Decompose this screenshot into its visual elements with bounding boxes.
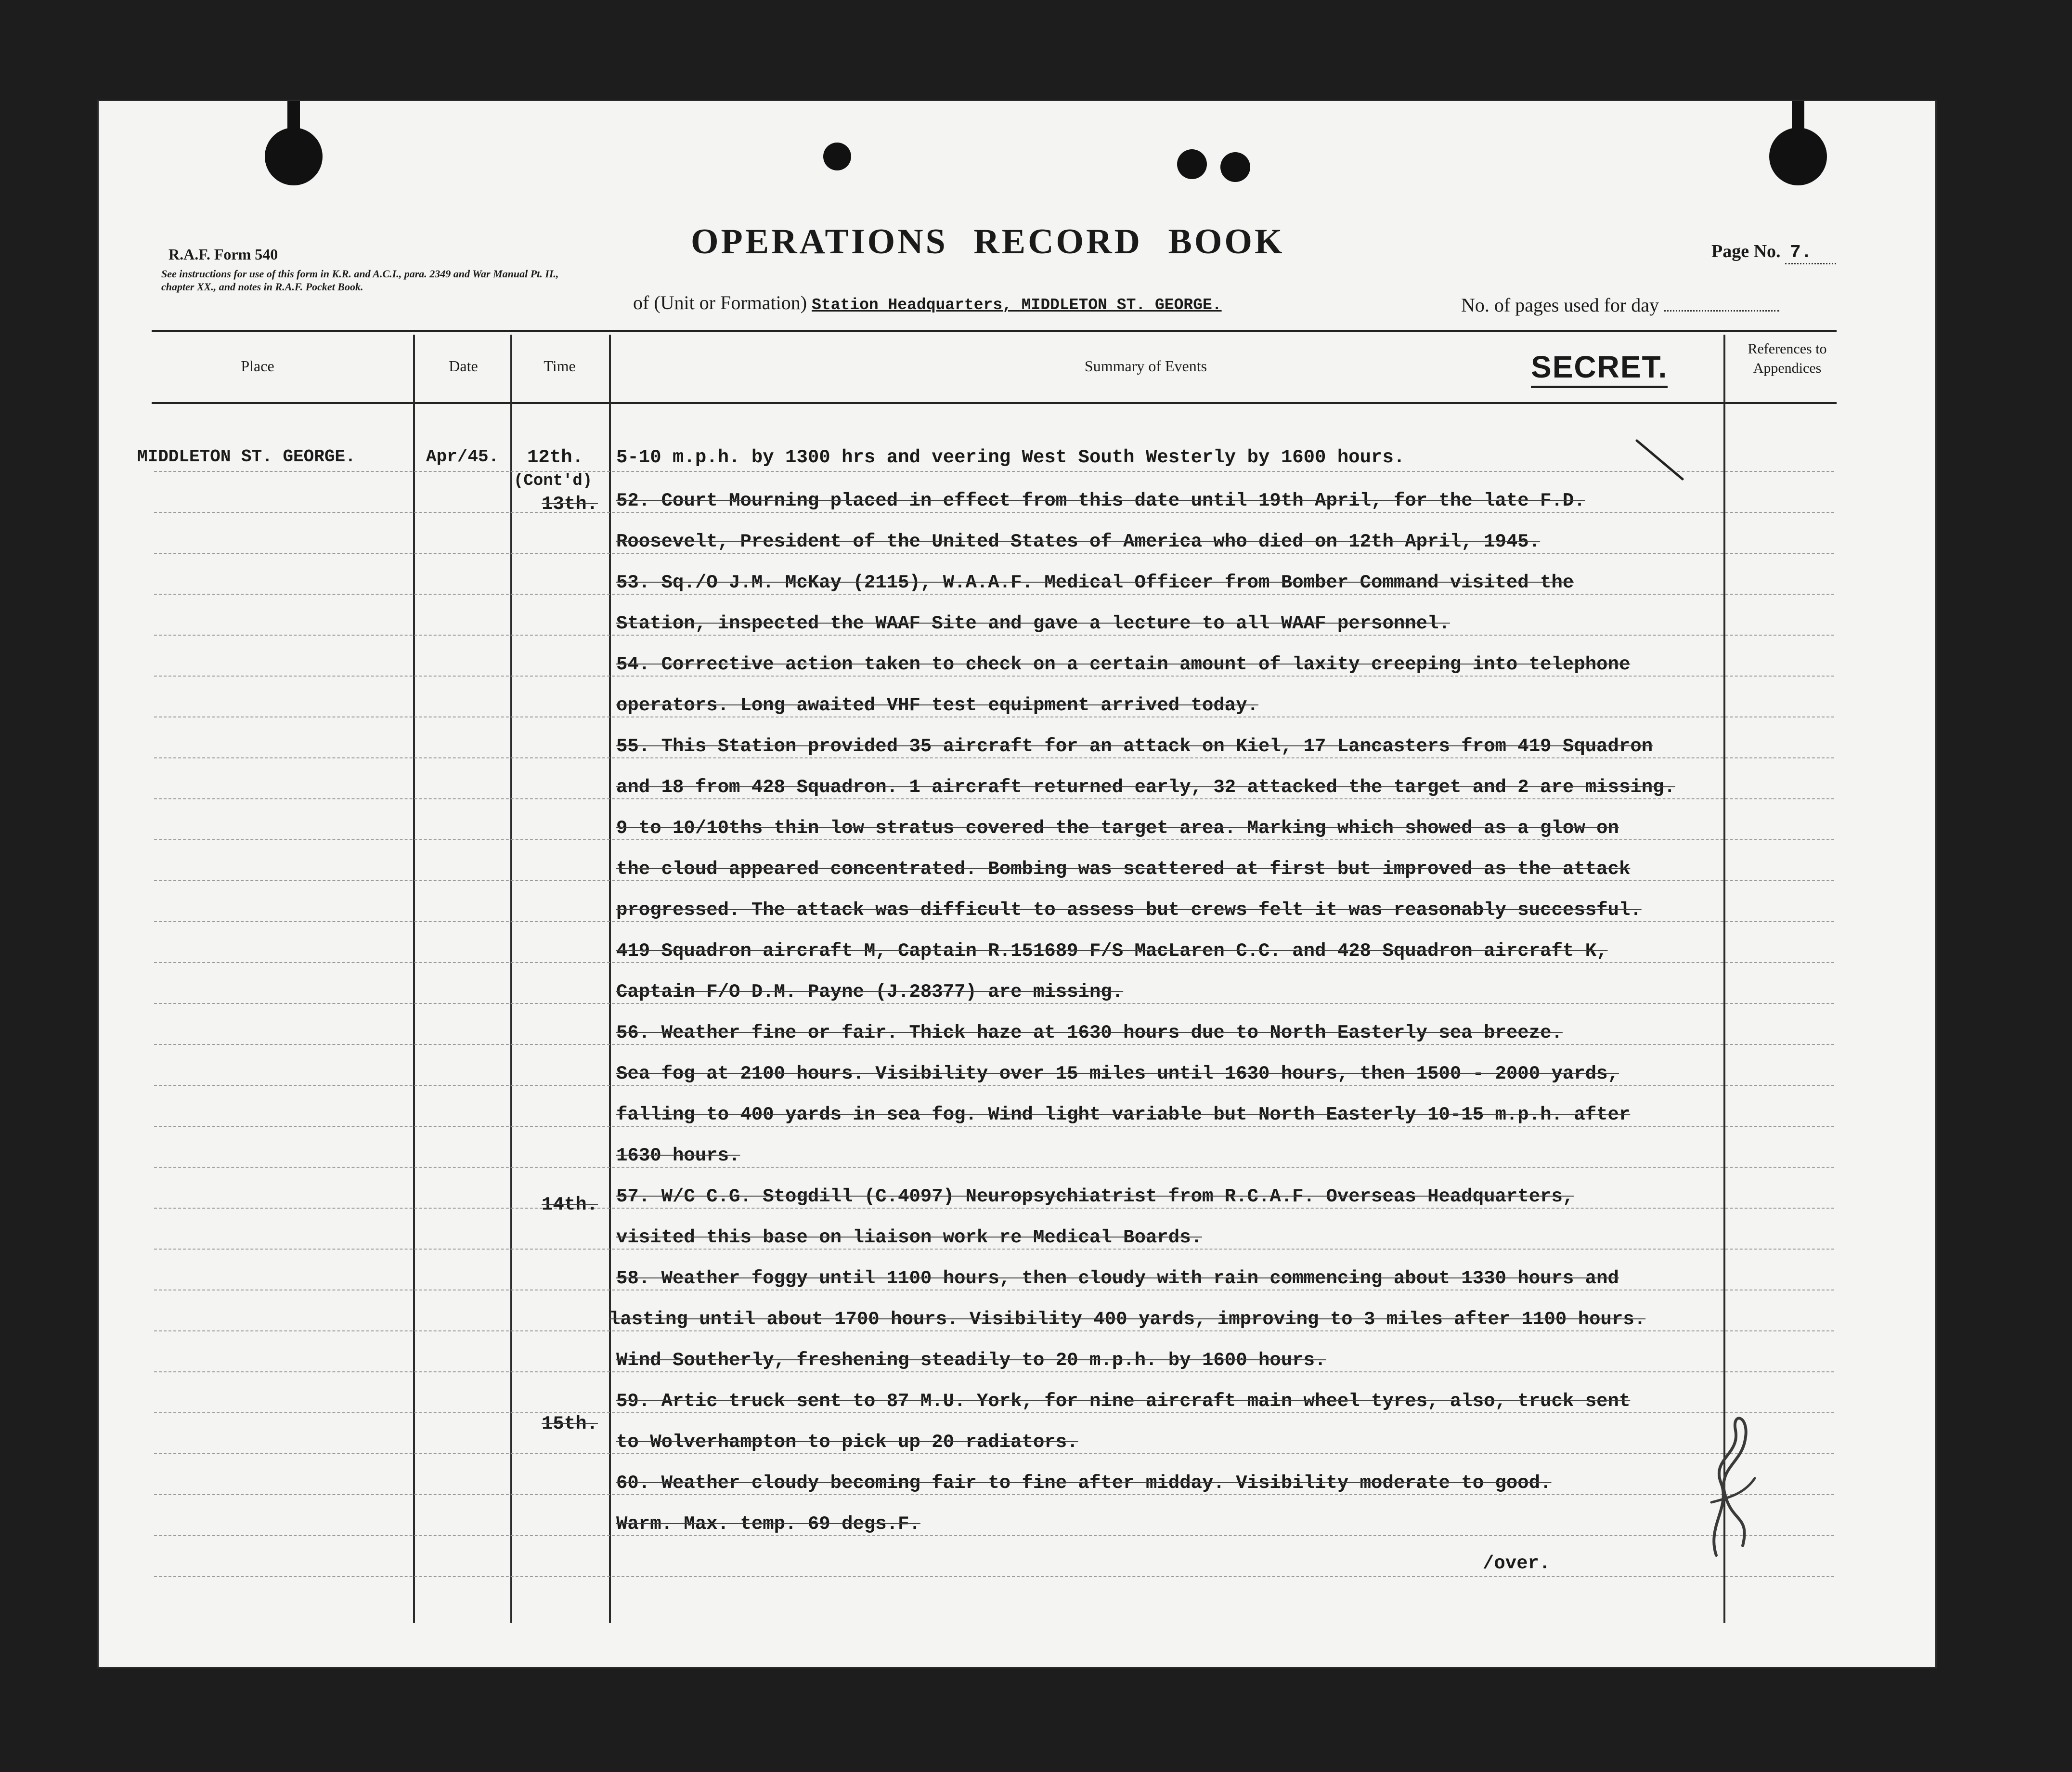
pages-used-field <box>1461 294 1779 316</box>
security-classification: SECRET. <box>1531 349 1668 388</box>
entry-time: 15th. <box>542 1413 598 1434</box>
entry-place: MIDDLETON ST. GEORGE. <box>137 447 356 467</box>
page-number-label: Page No. <box>1711 241 1781 261</box>
summary-line: 54. Corrective action taken to check on a certain amount of laxity creeping into telephone <box>616 654 1631 675</box>
page-title: OPERATIONS RECORD BOOK <box>691 222 1285 261</box>
ruled-line <box>154 676 1834 677</box>
column-divider <box>609 335 611 1623</box>
entry-time-note: (Cont'd) <box>514 472 593 490</box>
unit-label: of (Unit or Formation) <box>633 292 807 313</box>
ruled-line <box>154 471 1834 472</box>
table-top-rule <box>152 330 1837 332</box>
punch-hole-center-2 <box>1177 149 1207 179</box>
form-instructions: See instructions for use of this form in K.R. and A.C.I., para. 2349 and War Manual Pt. II., chapter XX., and notes in R.A.F. Pocket Book. <box>161 268 559 293</box>
column-header-place: Place <box>241 357 274 375</box>
table-header-rule <box>152 402 1837 404</box>
ruled-line <box>154 1453 1834 1454</box>
ruled-line <box>154 1044 1834 1045</box>
summary-line: Wind Southerly, freshening steadily to 20 m.p.h. by 1600 hours. <box>616 1350 1326 1371</box>
punch-notch-right <box>1792 101 1804 135</box>
summary-line: and 18 from 428 Squadron. 1 aircraft returned early, 32 attacked the target and 2 are missing. <box>616 777 1675 798</box>
column-header-date: Date <box>449 357 478 375</box>
record-sheet <box>99 101 1935 1667</box>
summary-line: 53. Sq./O J.M. McKay (2115), W.A.A.F. Medical Officer from Bomber Command visited the <box>616 572 1574 593</box>
column-divider <box>413 335 415 1623</box>
ruled-line <box>154 1371 1834 1372</box>
column-header-references: References to Appendices <box>1748 341 1827 376</box>
summary-line: 57. W/C C.G. Stogdill (C.4097) Neuropsychiatrist from R.C.A.F. Overseas Headquarters, <box>616 1186 1574 1207</box>
ruled-line <box>154 880 1834 881</box>
entry-time: 12th. <box>527 447 584 468</box>
column-header-time: Time <box>544 357 576 375</box>
pages-used-label: No. of pages used for day <box>1461 294 1659 316</box>
summary-line: progressed. The attack was difficult to assess but crews felt it was reasonably successful. <box>616 899 1642 921</box>
punch-hole-center <box>823 143 851 170</box>
ruled-line <box>154 635 1834 636</box>
summary-line: visited this base on liaison work re Medical Boards. <box>616 1227 1202 1248</box>
unit-field <box>633 291 1222 314</box>
summary-line: Station, inspected the WAAF Site and gave a lecture to all WAAF personnel. <box>616 613 1450 634</box>
summary-line: operators. Long awaited VHF test equipment arrived today. <box>616 695 1259 716</box>
summary-line: 55. This Station provided 35 aircraft for an attack on Kiel, 17 Lancasters from 419 Squadron <box>616 736 1653 757</box>
summary-line: 1630 hours. <box>616 1145 740 1166</box>
summary-line: 419 Squadron aircraft M, Captain R.151689 F/S MacLaren C.C. and 428 Squadron aircraft K, <box>616 940 1608 962</box>
summary-line: 56. Weather fine or fair. Thick haze at 1630 hours due to North Easterly sea breeze. <box>616 1022 1563 1043</box>
ruled-line <box>154 1208 1834 1209</box>
summary-line: Captain F/O D.M. Payne (J.28377) are missing. <box>616 981 1124 1003</box>
punch-hole-center-3 <box>1220 152 1250 182</box>
ruled-line <box>154 1249 1834 1250</box>
summary-line: 58. Weather foggy until 1100 hours, then cloudy with rain commencing about 1330 hours and <box>616 1268 1619 1289</box>
summary-line: to Wolverhampton to pick up 20 radiators. <box>616 1432 1078 1453</box>
ruled-line <box>154 1085 1834 1086</box>
summary-line: Warm. Max. temp. 69 degs.F. <box>616 1513 920 1535</box>
summary-line: 5-10 m.p.h. by 1300 hrs and veering West South Westerly by 1600 hours. <box>616 447 1405 468</box>
continued-over-note: /over. <box>1483 1553 1551 1574</box>
page-number-value: 7. <box>1785 242 1836 264</box>
summary-line: 9 to 10/10ths thin low stratus covered the target area. Marking which showed as a glow on <box>616 818 1619 839</box>
ruled-line <box>154 962 1834 963</box>
ruled-line <box>154 921 1834 922</box>
ruled-line <box>154 1167 1834 1168</box>
ruled-line <box>154 839 1834 840</box>
ruled-line <box>154 1126 1834 1127</box>
ruled-line <box>154 1003 1834 1004</box>
handwritten-initials-signature <box>1697 1401 1769 1565</box>
entry-time: 14th. <box>542 1194 598 1215</box>
page-number <box>1711 241 1836 263</box>
ruled-line <box>154 512 1834 513</box>
summary-line: lasting until about 1700 hours. Visibility 400 yards, improving to 3 miles after 1100 hours. <box>609 1309 1646 1330</box>
ruled-line <box>154 1576 1834 1577</box>
ruled-line <box>154 757 1834 758</box>
ruled-line <box>154 1535 1834 1536</box>
punch-hole-left <box>265 128 323 185</box>
ruled-line <box>154 553 1834 554</box>
summary-line: 52. Court Mourning placed in effect from this date until 19th April, for the late F.D. <box>616 490 1585 511</box>
ruled-line <box>154 798 1834 799</box>
ruled-line <box>154 1412 1834 1413</box>
pen-tick-mark <box>1634 438 1687 482</box>
ruled-line <box>154 1330 1834 1331</box>
ruled-line <box>154 594 1834 595</box>
summary-line: Sea fog at 2100 hours. Visibility over 15 miles until 1630 hours, then 1500 - 2000 yards, <box>616 1063 1619 1084</box>
punch-notch-left <box>287 101 300 135</box>
entry-date: Apr/45. <box>426 447 499 467</box>
summary-line: Roosevelt, President of the United States of America who died on 12th April, 1945. <box>616 531 1541 552</box>
summary-line: 60. Weather cloudy becoming fair to fine after midday. Visibility moderate to good. <box>616 1472 1552 1494</box>
column-header-summary: Summary of Events <box>1084 357 1207 375</box>
summary-line: falling to 400 yards in sea fog. Wind light variable but North Easterly 10-15 m.p.h. after <box>616 1104 1631 1125</box>
summary-line: the cloud appeared concentrated. Bombing was scattered at first but improved as the attack <box>616 859 1631 880</box>
form-number: R.A.F. Form 540 <box>168 246 278 263</box>
unit-value: Station Headquarters, MIDDLETON ST. GEORGE. <box>812 296 1222 314</box>
column-divider <box>510 335 512 1623</box>
entry-time: 13th. <box>542 494 598 515</box>
ruled-line <box>154 1494 1834 1495</box>
pages-used-blank <box>1664 310 1779 312</box>
punch-hole-right <box>1769 128 1827 185</box>
summary-line: 59. Artic truck sent to 87 M.U. York, for nine aircraft main wheel tyres, also, truck sent <box>616 1391 1631 1412</box>
